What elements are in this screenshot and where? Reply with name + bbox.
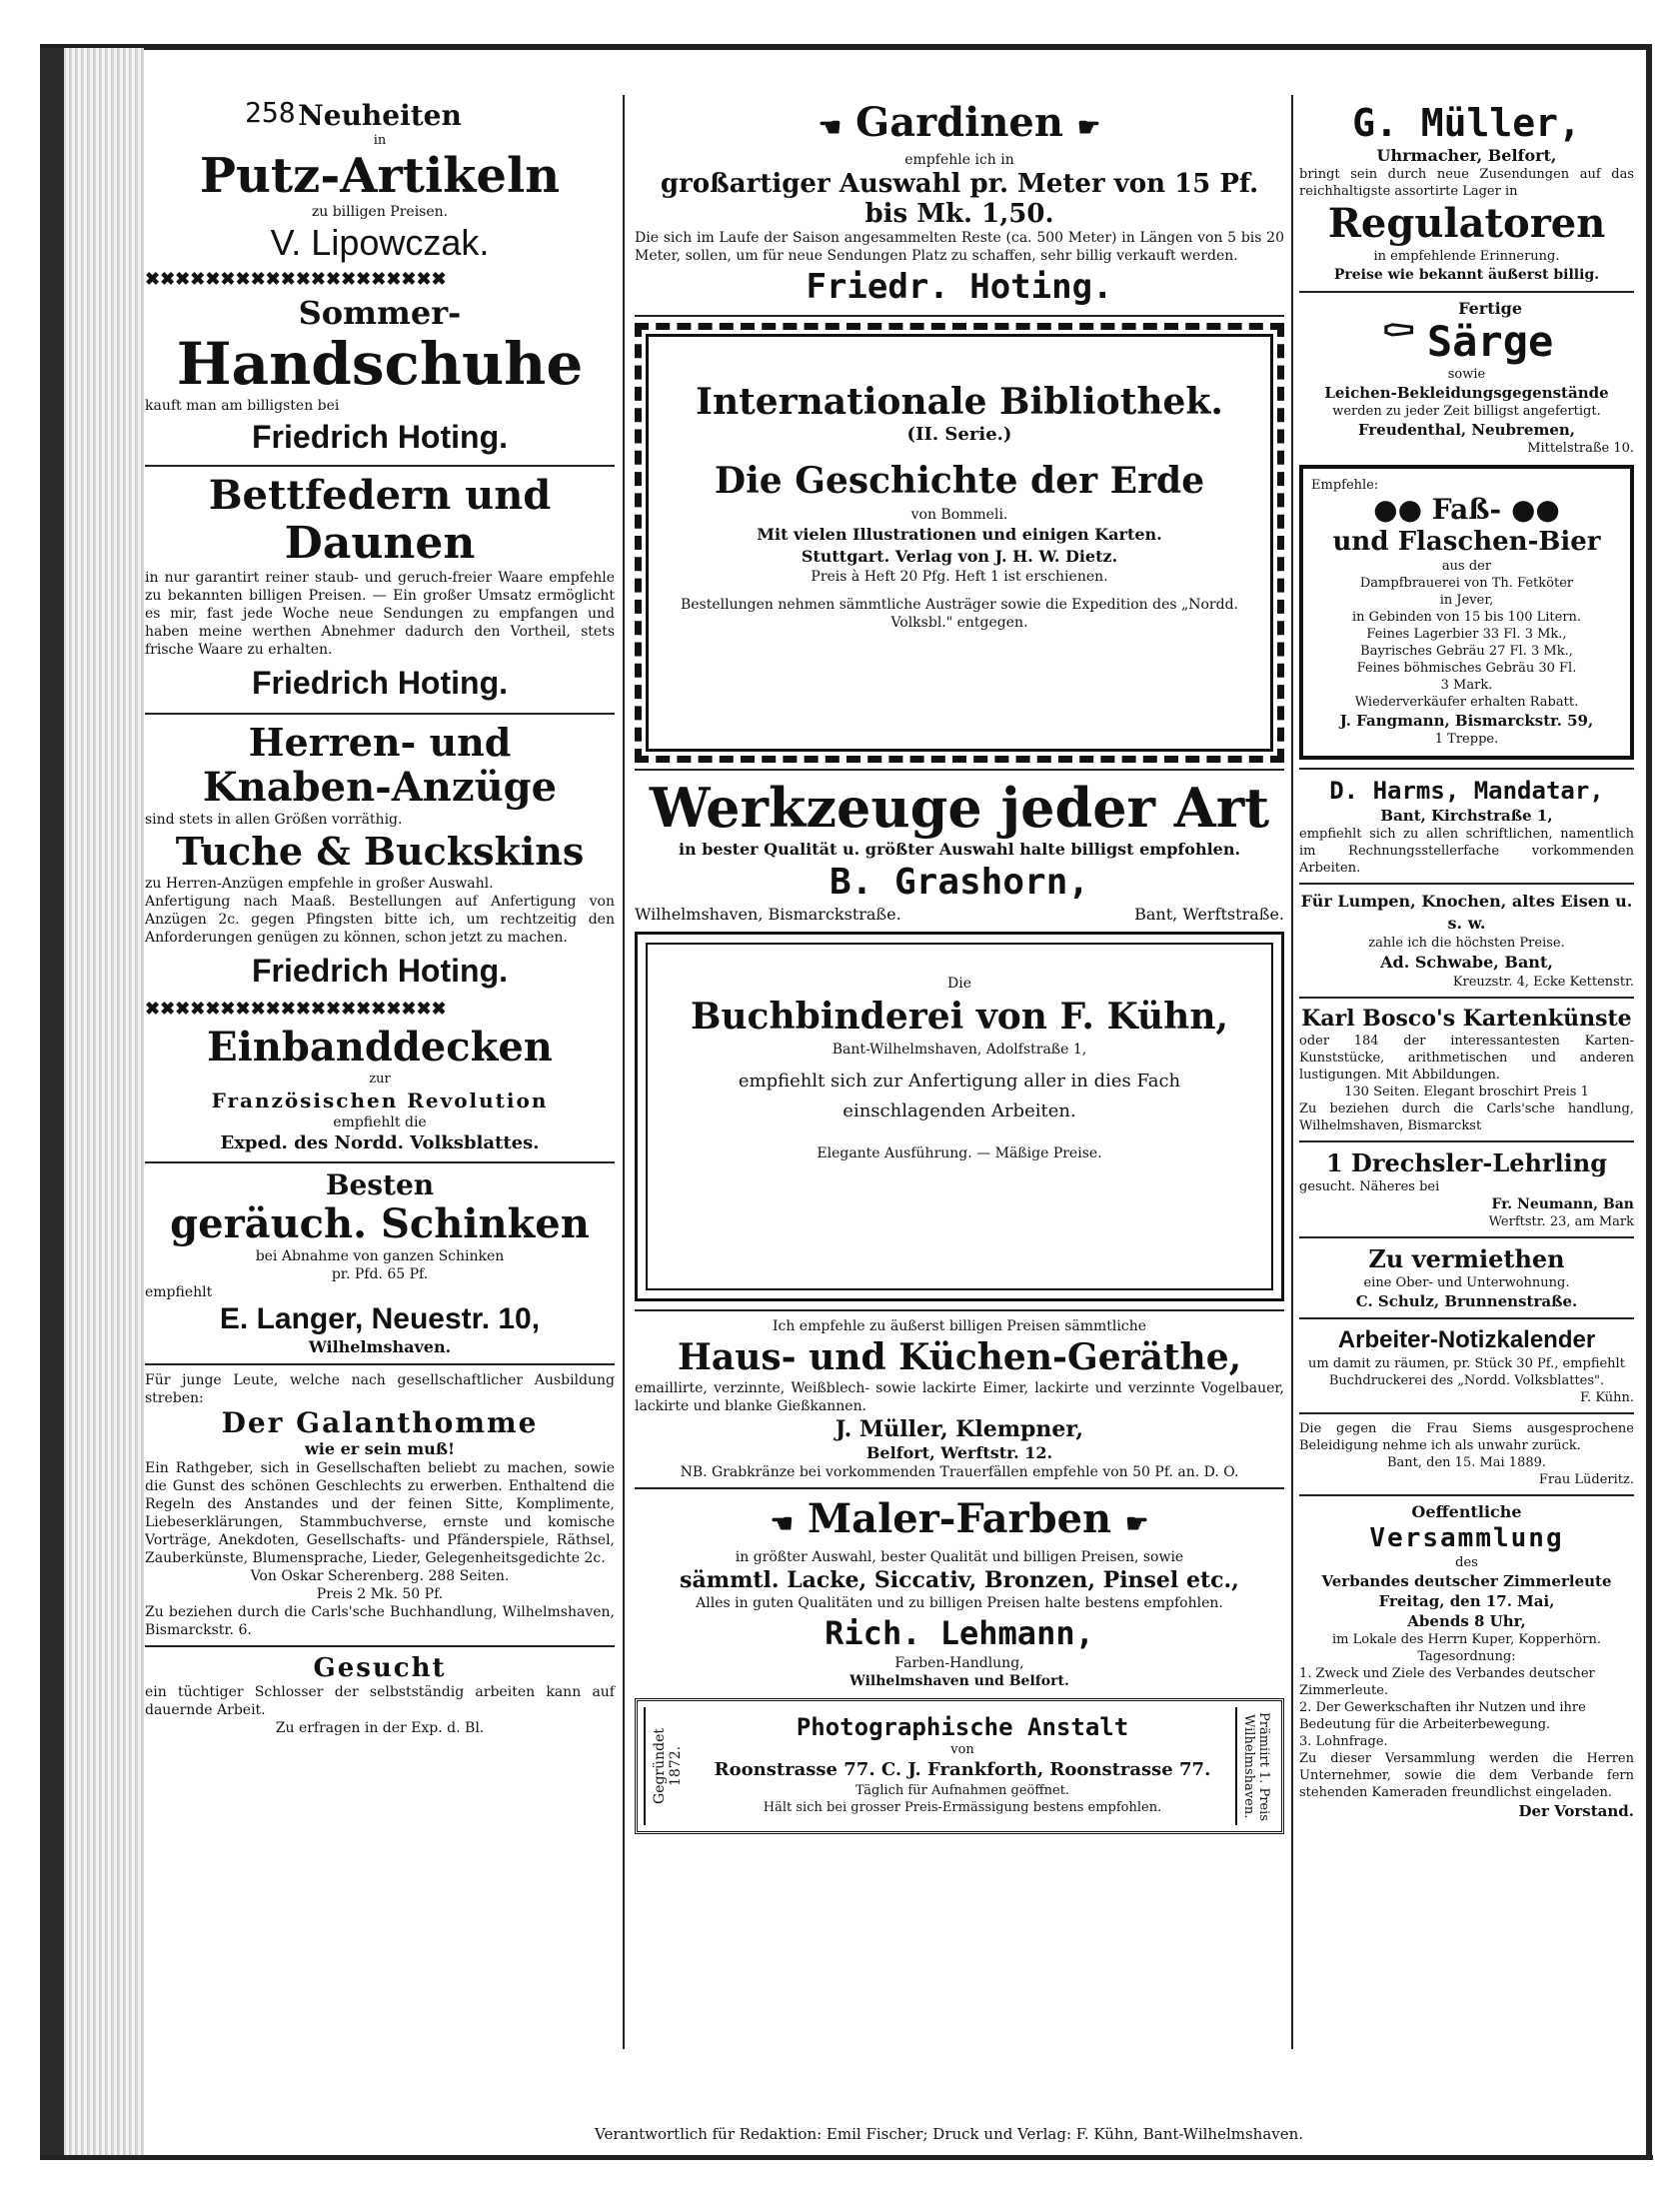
ad-text: Ein Rathgeber, sich in Gesellschaften beliebt zu machen, sowie die Gunst des schönen Geschlechts zu erwerben. Enthaltend die Regeln des Anstandes und der feinen Sitte, Komplimente, Liebeserklärungen, Stammbuchverse, ernste und komische Vorträge, Anekdoten, Gesellschafts- und Pfänderspiele, Räthsel, Zauberkünste, Blumensprache, Lieder, Gelegenheitsgedichte 2c. [145, 1460, 615, 1566]
ad-einbanddecken [145, 1025, 615, 1155]
ad-werkzeuge [635, 777, 1284, 924]
ad-text: Preise wie bekannt äußerst billig. [1333, 267, 1600, 283]
ad-advertiser: Freudenthal, Neubremen, [1357, 421, 1575, 439]
ad-signature: Der Vorstand. [1518, 1802, 1634, 1820]
ad-bier [1299, 465, 1634, 760]
ad-text: Täglich für Aufnahmen geöffnet. [854, 1783, 1070, 1798]
ad-subheadline: großartiger Auswahl pr. Meter von 15 Pf. bis Mk. 1,50. [660, 169, 1259, 229]
ad-advertiser: Friedrich Hoting. [252, 665, 508, 701]
ad-text: bringt sein durch neue Zusendungen auf das reichhaltigste assortirte Lager in [1299, 167, 1634, 199]
ad-versammlung [1299, 1502, 1634, 1821]
ad-text: von Bommeli. [910, 507, 1008, 523]
divider [1299, 1317, 1634, 1319]
ad-text: Preis 2 Mk. 50 Pf. [316, 1586, 444, 1602]
ad-headline: Photographische Anstalt [796, 1713, 1129, 1741]
divider [1299, 1494, 1634, 1496]
ad-text: aus der [1441, 559, 1492, 574]
divider [1299, 291, 1634, 293]
ad-advertiser: Roonstrasse 77. C. J. Frankforth, Roonstrasse 77. [714, 1759, 1211, 1780]
ad-address: Kreuzstr. 4, Ecke Kettenstr. [1452, 975, 1634, 990]
ad-headline: Internationale Bibliothek. [696, 381, 1223, 423]
ad-buchbinderei [635, 932, 1284, 1301]
ad-text: Bant, den 15. Mai 1889. [1386, 1455, 1547, 1470]
middle-column [635, 100, 1284, 1834]
divider [1299, 1140, 1634, 1142]
ad-headline: D. Harms, Mandatar, [1329, 777, 1604, 805]
ad-text: Zu beziehen durch die Carls'sche handlung, Wilhelmshaven, Bismarckst [1299, 1102, 1634, 1133]
ad-text: Gegründet 1872. [644, 1707, 690, 1825]
ad-text: in größter Auswahl, bester Qualität und billigen Preisen, sowie [735, 1549, 1184, 1565]
ad-title: Neuheiten [298, 99, 462, 132]
ad-text: Dampfbrauerei von Th. Fetköter [1359, 576, 1574, 591]
ad-advertiser: Friedrich Hoting. [252, 419, 508, 455]
ad-text: des [1455, 1555, 1478, 1570]
ad-headline: Tuche & Buckskins [175, 829, 585, 874]
ad-notizkalender [1299, 1325, 1634, 1406]
ad-headline: Daunen [284, 518, 476, 569]
ad-headline: Zu vermiethen [1368, 1244, 1565, 1273]
ad-gardinen [635, 100, 1284, 309]
scan-border-right [1646, 44, 1652, 2158]
ad-text: werden zu jeder Zeit billigst angefertigt. [1332, 404, 1601, 419]
ad-headline: Knaben-Anzüge [202, 764, 558, 811]
ad-text: sowie [1447, 367, 1486, 382]
ad-headline: Bettfedern und [208, 472, 552, 519]
ad-text: sind stets in allen Größen vorräthig. [145, 812, 403, 828]
ad-headline: Handschuhe [176, 330, 584, 398]
divider [1299, 1236, 1634, 1238]
ad-text: zahle ich die höchsten Preise. [1368, 936, 1565, 951]
ad-text: Feines Lagerbier 33 Fl. 3 Mk., [1366, 627, 1567, 642]
ad-headline: 1 Drechsler-Lehrling [1325, 1148, 1608, 1177]
divider [145, 713, 615, 715]
scan-border-top [40, 44, 1647, 50]
ad-text: ein tüchtiger Schlosser der selbstständig arbeiten kann auf dauernde Arbeit. [145, 1684, 615, 1718]
divider [145, 1363, 615, 1365]
ad-bettfedern [145, 473, 615, 707]
ad-address: Wilhelmshaven, Bismarckstraße. [635, 905, 901, 924]
column-rule-2 [1291, 95, 1293, 2049]
ad-headline: Für Lumpen, Knochen, altes Eisen u. s. w. [1300, 892, 1633, 933]
ad-text: 1 Treppe. [1434, 732, 1499, 747]
ad-headline: Faß- [1431, 493, 1502, 526]
ad-headline: Gesucht [313, 1653, 447, 1683]
ad-text: Wiederverkäufer erhalten Rabatt. [1354, 695, 1579, 710]
ad-text: Zu erfragen in der Exp. d. Bl. [275, 1720, 485, 1736]
ad-subheadline: Französischen Revolution [211, 1089, 549, 1112]
ad-text: Die gegen die Frau Siems ausgesprochene Beleidigung nehme ich als unwahr zurück. [1299, 1421, 1634, 1453]
right-column [1299, 100, 1634, 1821]
ad-neuheiten [145, 100, 615, 265]
divider [635, 1487, 1284, 1489]
page-number: 258 [245, 96, 296, 129]
beer-barrel-icon: ●● [1510, 493, 1560, 526]
scan-binding-edge [40, 48, 64, 2157]
ad-headline: Putz-Artikeln [199, 148, 561, 204]
ad-text: um damit zu räumen, pr. Stück 30 Pf., empfiehlt [1308, 1356, 1625, 1371]
ad-bibliothek [635, 323, 1284, 763]
ad-headline: und Flaschen-Bier [1332, 527, 1601, 557]
ad-text: Für junge Leute, welche nach gesellschaftlicher Ausbildung streben: [145, 1372, 615, 1406]
ad-advertiser: Buchdruckerei des „Nordd. Volksblattes". [1328, 1373, 1605, 1388]
ad-advertiser: Ad. Schwabe, Bant, [1380, 953, 1553, 972]
ad-harms [1299, 776, 1634, 877]
ad-headline: Maler-Farben [807, 1495, 1112, 1542]
ad-text: NB. Grabkränze bei vorkommenden Trauerfällen empfehle von 50 Pf. an. D. O. [680, 1464, 1239, 1480]
pointing-hand-icon: ☚ [770, 1509, 794, 1539]
ad-text: Bayrisches Gebräu 27 Fl. 3 Mk., [1360, 644, 1573, 659]
ad-signature: Frau Lüderitz. [1538, 1472, 1634, 1487]
ad-text: Feines böhmisches Gebräu 30 Fl. [1356, 661, 1577, 676]
ad-sommer-handschuhe [145, 295, 615, 459]
ad-headline: Särge [1426, 317, 1554, 366]
ad-schinken [145, 1169, 615, 1357]
ad-subheadline: Verbandes deutscher Zimmerleute [1321, 1572, 1612, 1590]
ad-text: gesucht. Näheres bei [1299, 1179, 1440, 1194]
ad-subheadline: (II. Serie.) [906, 424, 1012, 445]
ad-text: in [373, 133, 387, 148]
ad-siems [1299, 1420, 1634, 1488]
divider [145, 1645, 615, 1647]
divider [635, 1309, 1284, 1311]
ad-text: zu Herren-Anzügen empfehle in großer Auswahl. [145, 876, 494, 892]
divider [145, 1161, 615, 1163]
ad-text: Bestellungen nehmen sämmtliche Austräger sowie die Expedition des „Nordd. Volksbl." entgegen. [680, 597, 1238, 631]
ad-text: zur [369, 1072, 391, 1087]
ad-headline: Einbanddecken [207, 1024, 553, 1071]
ad-address: Bant-Wilhelmshaven, Adolfstraße 1, [832, 1042, 1087, 1058]
ad-text: Von Oskar Scherenberg. 288 Seiten. [250, 1568, 510, 1584]
pointing-hand-icon: ☛ [1076, 113, 1101, 143]
ad-signature: F. Kühn. [1580, 1390, 1634, 1405]
ad-herren-anzuege [145, 721, 615, 995]
ad-text: empfiehlt sich zu allen schriftlichen, namentlich im Rechnungsstellerfache vorkommenden Arbeiten. [1299, 827, 1634, 876]
ad-text: 3 Mark. [1440, 678, 1493, 693]
ad-text: im Lokale des Herrn Kuper, Kopperhörn. [1332, 1632, 1601, 1647]
ad-text: Die sich im Laufe der Saison angesammelten Reste (ca. 500 Meter) in Längen von 5 bis 20 Meter, sollen, um für neue Sendungen Platz zu schaffen, sehr billig verkauft werden. [635, 230, 1284, 264]
divider [1299, 883, 1634, 885]
ad-photographie [635, 1698, 1284, 1834]
ad-text: einschlagenden Arbeiten. [842, 1101, 1076, 1121]
ad-text: Stuttgart. Verlag von J. H. W. Dietz. [801, 547, 1118, 566]
ad-text: kauft man am billigsten bei [145, 398, 340, 414]
ad-text: von [950, 1742, 974, 1757]
ad-gesucht [145, 1653, 615, 1737]
ad-text: Fertige [1458, 299, 1523, 318]
ad-text: emaillirte, verzinnte, Weißblech- sowie lackirte Eimer, lackirte und verzinnte Vogelbauer, lackirte und blanke Gießkannen. [635, 1380, 1284, 1414]
ad-headline: Der Galanthomme [221, 1406, 539, 1439]
ad-advertiser: Exped. des Nordd. Volksblattes. [220, 1132, 540, 1153]
ad-text: empfiehlt sich zur Anfertigung aller in dies Fach [738, 1071, 1181, 1092]
ad-headline: G. Müller, [1352, 101, 1581, 145]
ad-headline: Herren- und [248, 720, 512, 765]
ad-text: zu billigen Preisen. [311, 204, 449, 220]
ad-title: Sommer- [298, 294, 462, 332]
ad-text: Wilhelmshaven. [1241, 1713, 1256, 1819]
ad-headline: Gardinen [855, 99, 1063, 146]
ad-list-item: 1. Zweck und Ziele des Verbandes deutscher Zimmerleute. [1299, 1666, 1595, 1698]
pointing-hand-icon: ☛ [1125, 1509, 1149, 1539]
column-rule-1 [623, 95, 625, 2049]
ad-headline: Karl Bosco's Kartenkünste [1301, 1006, 1632, 1032]
ad-text: Alles in guten Qualitäten und zu billigen Preisen halte bestens empfohlen. [696, 1595, 1223, 1611]
pointing-hand-icon: ☚ [818, 113, 842, 143]
left-column [145, 100, 615, 1737]
ad-advertiser: C. Schulz, Brunnenstraße. [1355, 1292, 1578, 1310]
ad-text: Wilhelmshaven. [308, 1337, 452, 1356]
ad-text: Freitag, den 17. Mai, [1378, 1592, 1555, 1610]
ad-vermieten [1299, 1244, 1634, 1311]
ad-text: Empfehle: [1311, 478, 1379, 493]
ad-text: Farben-Handlung, [894, 1655, 1024, 1671]
ad-advertiser: Fr. Neumann, Ban [1491, 1196, 1634, 1212]
ad-subheadline: wie er sein muß! [305, 1439, 455, 1458]
ornament-row: ✖✖✖✖✖✖✖✖✖✖✖✖✖✖✖✖✖✖✖✖ [145, 1001, 447, 1019]
ad-text: Abends 8 Uhr, [1407, 1612, 1526, 1630]
ad-address: Werftstr. 23, am Mark [1488, 1214, 1634, 1229]
ad-title: Oeffentliche [1411, 1502, 1522, 1521]
ad-list-item: 3. Lohnfrage. [1299, 1734, 1388, 1749]
ad-text: empfiehlt [145, 1284, 213, 1300]
ad-address: Bant, Werftstraße. [1134, 905, 1284, 924]
ad-lehrling [1299, 1148, 1634, 1230]
ad-text: Zu dieser Versammlung werden die Herren Unternehmer, sowie die dem Verbande fern stehenden Kameraden freundlichst eingeladen. [1299, 1751, 1634, 1800]
ad-headline: Werkzeuge jeder Art [649, 776, 1270, 840]
divider [1299, 768, 1634, 770]
coffin-icon: ⚰ [1379, 307, 1417, 358]
divider [635, 769, 1284, 771]
divider [1299, 1412, 1634, 1414]
ad-headline: Regulatoren [1327, 200, 1606, 247]
ad-text: Mit vielen Illustrationen und einigen Karten. [757, 525, 1162, 544]
ad-text: Prämiirt 1. Preis [1256, 1711, 1271, 1821]
ad-saerge [1299, 299, 1634, 457]
ornament-row: ✖✖✖✖✖✖✖✖✖✖✖✖✖✖✖✖✖✖✖✖ [145, 271, 447, 289]
ad-address: Mittelstraße 10. [1527, 441, 1634, 456]
ad-lumpen [1299, 891, 1634, 991]
ad-advertiser: Rich. Lehmann, [825, 1614, 1094, 1652]
ad-subheadline: sämmtl. Lacke, Siccativ, Bronzen, Pinsel etc., [680, 1567, 1239, 1593]
divider [1299, 997, 1634, 999]
ad-text: bei Abnahme von ganzen Schinken [255, 1248, 505, 1264]
ad-bosco [1299, 1005, 1634, 1134]
ad-text: Ich empfehle zu äußerst billigen Preisen sämmtliche [772, 1318, 1147, 1334]
ad-hausgeraethe [635, 1317, 1284, 1481]
scan-border-bottom [40, 2155, 1653, 2160]
scan-page-stack [64, 48, 144, 2157]
ad-text: empfiehlt die [333, 1114, 427, 1130]
ad-text: empfehle ich in [904, 152, 1014, 168]
ad-headline: geräuch. Schinken [170, 1200, 590, 1247]
ad-headline: Arbeiter-Notizkalender [1337, 1326, 1596, 1353]
ad-address: Bant, Kirchstraße 1, [1380, 807, 1553, 825]
ad-text: in empfehlende Erinnerung. [1373, 249, 1560, 264]
ad-text: in bester Qualität u. größter Auswahl halte billigst empfohlen. [678, 840, 1241, 859]
ad-advertiser: J. Fangmann, Bismarckstr. 59, [1339, 712, 1594, 730]
ad-text: in Jever, [1439, 593, 1494, 608]
divider [635, 315, 1284, 317]
ad-galanthomme [145, 1371, 615, 1639]
ad-subheadline: Uhrmacher, Belfort, [1376, 146, 1557, 165]
ad-advertiser: V. Lipowczak. [270, 222, 490, 263]
ad-text: Die [947, 976, 971, 992]
ad-headline: Buchbinderei von F. Kühn, [690, 996, 1229, 1038]
ad-text: Elegante Ausführung. — Mäßige Preise. [817, 1145, 1102, 1161]
ad-advertiser: Friedrich Hoting. [252, 953, 508, 989]
ad-g-mueller [1299, 100, 1634, 285]
ad-text: Tagesordnung: [1417, 1649, 1516, 1664]
ad-address: Belfort, Werftstr. 12. [865, 1443, 1053, 1462]
ad-advertiser: E. Langer, Neuestr. 10, [219, 1302, 541, 1335]
ad-headline: Versammlung [1369, 1523, 1564, 1553]
beer-barrel-icon: ●● [1373, 493, 1423, 526]
ad-text: Zu beziehen durch die Carls'sche Buchhandlung, Wilhelmshaven, Bismarckstr. 6. [145, 1604, 615, 1638]
ad-text: Hält sich bei grosser Preis-Ermässigung bestens empfohlen. [763, 1800, 1162, 1815]
ad-advertiser: B. Grashorn, [829, 862, 1090, 903]
ad-title: Besten [325, 1168, 435, 1201]
ad-text: in Gebinden von 15 bis 100 Litern. [1351, 610, 1582, 625]
page-footer: Verantwortlich für Redaktion: Emil Fischer; Druck und Verlag: F. Kühn, Bant-Wilhelmshaven. [595, 2125, 1304, 2143]
ad-text: Anfertigung nach Maaß. Bestellungen auf Anfertigung von Anzügen 2c. gegen Pfingsten bitte ich, um rechtzeitig den Anforderungen genügen zu können, schon jetzt zu machen. [145, 894, 615, 946]
ad-text: in nur garantirt reiner staub- und geruch-freier Waare empfehle zu bekannten billigen Preisen. — Ein großer Umsatz ermöglicht es mir, fast jede Woche neue Sendungen zu empfangen und haben meine werthen Abnehmer dadurch den Vortheil, stets frische Waare zu erhalten. [145, 570, 615, 658]
divider [145, 465, 615, 467]
ad-advertiser: Friedr. Hoting. [806, 267, 1113, 307]
ad-text: oder 184 der interessantesten Karten-Kunststücke, arithmetischen und anderen lustigungen. Mit Abbildungen. [1299, 1034, 1634, 1083]
ad-list-item: 2. Der Gewerkschaften ihr Nutzen und ihre Bedeutung für die Arbeiterbewegung. [1299, 1700, 1586, 1732]
ad-text: eine Ober- und Unterwohnung. [1363, 1275, 1570, 1290]
ad-text: pr. Pfd. 65 Pf. [331, 1266, 429, 1282]
ad-headline: Die Geschichte der Erde [714, 460, 1205, 502]
ad-text: 130 Seiten. Elegant broschirt Preis 1 [1344, 1085, 1589, 1100]
ad-advertiser: J. Müller, Klempner, [835, 1416, 1084, 1442]
ad-text: Preis à Heft 20 Pfg. Heft 1 ist erschienen. [811, 569, 1108, 585]
ad-maler-farben [635, 1495, 1284, 1690]
ad-address: Wilhelmshaven und Belfort. [849, 1673, 1069, 1689]
ad-headline: Haus- und Küchen-Geräthe, [677, 1336, 1242, 1378]
ad-subheadline: Leichen-Bekleidungsgegenstände [1324, 384, 1609, 402]
